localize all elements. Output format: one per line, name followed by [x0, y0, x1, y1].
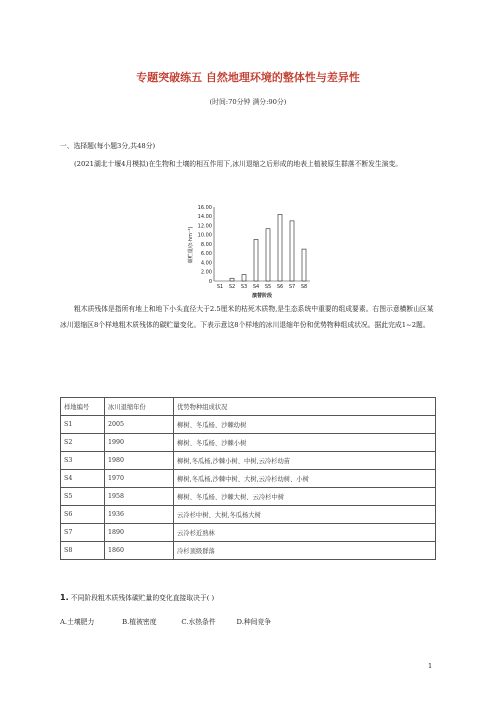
y-tick-label: 12.00 [197, 223, 212, 230]
question-1 [60, 592, 214, 602]
table-cell: 冰川退缩年份 [105, 398, 174, 416]
bar-s4 [254, 239, 258, 281]
exam-info: (时间:70分钟 满分:90分) [209, 98, 287, 106]
table-cell: S8 [61, 542, 105, 560]
table-header-row [61, 398, 436, 416]
x-tick-label: S3 [240, 284, 248, 290]
table-cell: 1958 [105, 488, 174, 506]
table-cell: 柳树、冬瓜杨、沙棘大树、云冷杉中树 [174, 488, 436, 506]
option-b[interactable]: B.植被密度 [122, 618, 157, 626]
x-tick-label: S5 [264, 284, 272, 290]
bar-s6 [278, 214, 282, 281]
carbon-storage-chart [180, 198, 320, 298]
sample-plots-table [60, 397, 436, 560]
page-number: 1 [428, 662, 433, 670]
y-axis-ticks [198, 205, 212, 285]
context-paragraph: 粗木质残体是指所有地上和地下小头直径大于2.5厘米的枯死木质物,是生态系统中重要的组成要素。右图示意横断山区某冰川退缩区8个样地粗木质残体的碳贮量变化。下表示意这8个样地的冰川退缩年份和优势物种组成状况。据此完成1~2题。 [60, 305, 434, 329]
y-tick-label: 10.00 [197, 232, 212, 239]
question-number: 1. [60, 593, 69, 602]
x-tick-label: S6 [276, 284, 284, 290]
table-cell: S1 [61, 416, 105, 434]
bar-s8 [302, 249, 306, 281]
table-cell: 1980 [105, 452, 174, 470]
table-cell: 优势物种组成状况 [174, 398, 436, 416]
option-c[interactable]: C.水热条件 [181, 618, 216, 626]
y-tick-label: 4.00 [200, 260, 212, 267]
x-tick-label: S7 [288, 284, 296, 290]
y-tick-label: 16.00 [197, 204, 212, 211]
bar-s2 [230, 278, 234, 281]
table-cell: S5 [61, 488, 105, 506]
table-cell: 1860 [105, 542, 174, 560]
table-cell: S3 [61, 452, 105, 470]
answer-options [60, 616, 271, 626]
table-cell: 1936 [105, 506, 174, 524]
bar-s7 [290, 221, 294, 281]
x-tick-label: S8 [300, 284, 308, 290]
bars-group [230, 214, 306, 281]
table-row [61, 470, 436, 488]
y-tick-label: 0 [208, 278, 212, 285]
y-tick-label: 14.00 [197, 214, 212, 221]
table-cell: 柳树、冬瓜杨、沙棘小树 [174, 434, 436, 452]
table-cell: 1990 [105, 434, 174, 452]
x-tick-label: S4 [252, 284, 260, 290]
y-tick-label: 2.00 [200, 269, 212, 276]
table-cell: 柳树,冬瓜杨,沙棘小树、中树,云冷杉幼苗 [174, 452, 436, 470]
table-cell: 样地编号 [61, 398, 105, 416]
table-cell: 1970 [105, 470, 174, 488]
page-title: 专题突破练五 自然地理环境的整体性与差异性 [136, 71, 360, 84]
intro-paragraph: (2021湖北十堰4月模拟)在生物和土壤的相互作用下,冰川退缩之后形成的地表上植被原生群落不断发生演变。 [74, 160, 403, 168]
table-row [61, 452, 436, 470]
table-cell: 冷杉顶级群落 [174, 542, 436, 560]
table-row [61, 506, 436, 524]
x-axis-ticks [217, 284, 307, 290]
table-cell: 柳树、冬瓜杨、沙棘幼树 [174, 416, 436, 434]
section-heading: 一、选择题(每小题3分,共48分) [60, 142, 156, 150]
question-text: 不同阶段粗木质残体碳贮量的变化直接取决于( ) [70, 594, 215, 602]
table-cell: S6 [61, 506, 105, 524]
table-cell: 1890 [105, 524, 174, 542]
y-tick-label: 8.00 [200, 241, 212, 248]
y-axis-label: 碳贮量/(t·hm⁻²) [188, 226, 194, 264]
option-a[interactable]: A.土壤肥力 [60, 618, 95, 626]
table-cell: S4 [61, 470, 105, 488]
table-row [61, 488, 436, 506]
table-row [61, 524, 436, 542]
table-cell: S7 [61, 524, 105, 542]
option-d[interactable]: D.种间竞争 [236, 618, 272, 626]
x-tick-label: S2 [228, 284, 236, 290]
table-cell: S2 [61, 434, 105, 452]
table-cell: 云冷杉中树、大树,冬瓜杨大树 [174, 506, 436, 524]
bar-s3 [242, 275, 246, 281]
table-cell: 柳树,冬瓜杨,沙棘中树、大树,云冷杉幼树、小树 [174, 470, 436, 488]
y-tick-label: 6.00 [200, 251, 212, 258]
table-row [61, 434, 436, 452]
x-tick-label: S1 [216, 284, 224, 290]
x-axis-label: 演替阶段 [251, 293, 273, 298]
table-cell: 2005 [105, 416, 174, 434]
table-cell: 云冷杉近熟林 [174, 524, 436, 542]
bar-s5 [266, 229, 270, 281]
table-row [61, 416, 436, 434]
table-row [61, 542, 436, 560]
